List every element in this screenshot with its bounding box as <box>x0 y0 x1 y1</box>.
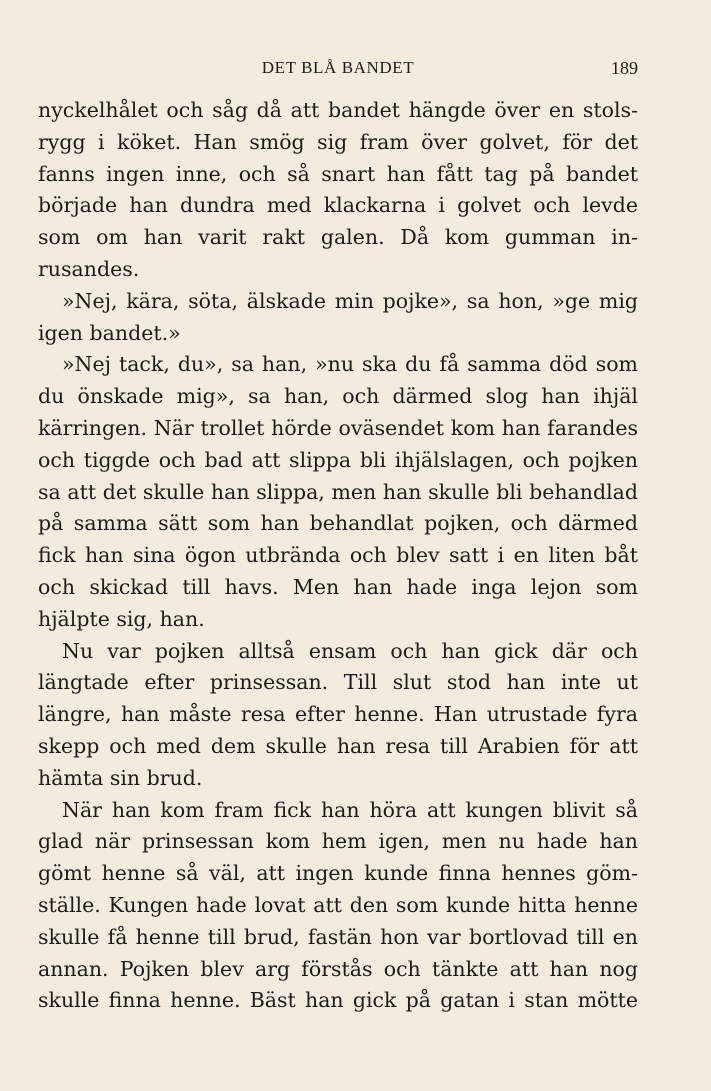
text-line: skulle få henne till brud, fastän hon var bortlovad till en <box>38 924 638 949</box>
text-line: kärringen. När trollet hörde oväsendet kom han farandes <box>38 415 638 440</box>
running-title: DET BLÅ BANDET <box>261 58 415 77</box>
text-line: När han kom fram fick han höra att kungen blivit så <box>62 797 638 822</box>
body-text <box>38 95 638 1017</box>
text-line: ställe. Kungen hade lovat att den som kunde hitta henne <box>38 892 638 917</box>
text-line: hjälpte sig, han. <box>38 606 205 631</box>
text-line: »Nej, kära, söta, älskade min pojke», sa hon, »ge mig <box>62 288 638 313</box>
text-line: skulle finna henne. Bäst han gick på gatan i stan mötte <box>38 988 638 1013</box>
text-line: nyckelhålet och såg då att bandet hängde över en stols- <box>38 98 638 122</box>
text-line: skepp och med dem skulle han resa till Arabien för att <box>38 733 638 758</box>
text-line: rygg i köket. Han smög sig fram över golvet, för det <box>38 129 638 154</box>
text-line: fanns ingen inne, och så snart han fått tag på bandet <box>38 161 638 186</box>
text-line: och skickad till havs. Men han hade inga lejon som <box>38 574 638 599</box>
text-line: du önskade mig», sa han, och därmed slog han ihjäl <box>38 384 638 409</box>
text-line: gömt henne så väl, att ingen kunde finna hennes göm- <box>38 861 638 886</box>
text-line: Nu var pojken alltså ensam och han gick där och <box>62 638 638 663</box>
text-line: igen bandet.» <box>38 320 181 345</box>
text-line: hämta sin brud. <box>38 765 203 790</box>
text-line: och tiggde och bad att slippa bli ihjälslagen, och pojken <box>38 447 638 472</box>
page-header <box>38 58 638 82</box>
text-line: annan. Pojken blev arg förstås och tänkte att han nog <box>38 956 638 981</box>
text-line: glad när prinsessan kom hem igen, men nu hade han <box>38 829 638 854</box>
text-line: började han dundra med klackarna i golvet och levde <box>38 193 638 218</box>
page-number: 189 <box>611 58 638 78</box>
text-line: rusandes. <box>38 256 140 281</box>
text-line: som om han varit rakt galen. Då kom gumman in- <box>38 225 638 250</box>
text-line: längre, han måste resa efter henne. Han utrustade fyra <box>38 702 638 727</box>
text-line: fick han sina ögon utbrända och blev satt i en liten båt <box>38 543 638 568</box>
text-line: »Nej tack, du», sa han, »nu ska du få samma död som <box>62 352 638 377</box>
text-line: längtade efter prinsessan. Till slut stod han inte ut <box>38 670 638 695</box>
text-line: sa att det skulle han slippa, men han skulle bli behandlad <box>38 479 638 504</box>
text-line: på samma sätt som han behandlat pojken, och därmed <box>38 511 638 536</box>
